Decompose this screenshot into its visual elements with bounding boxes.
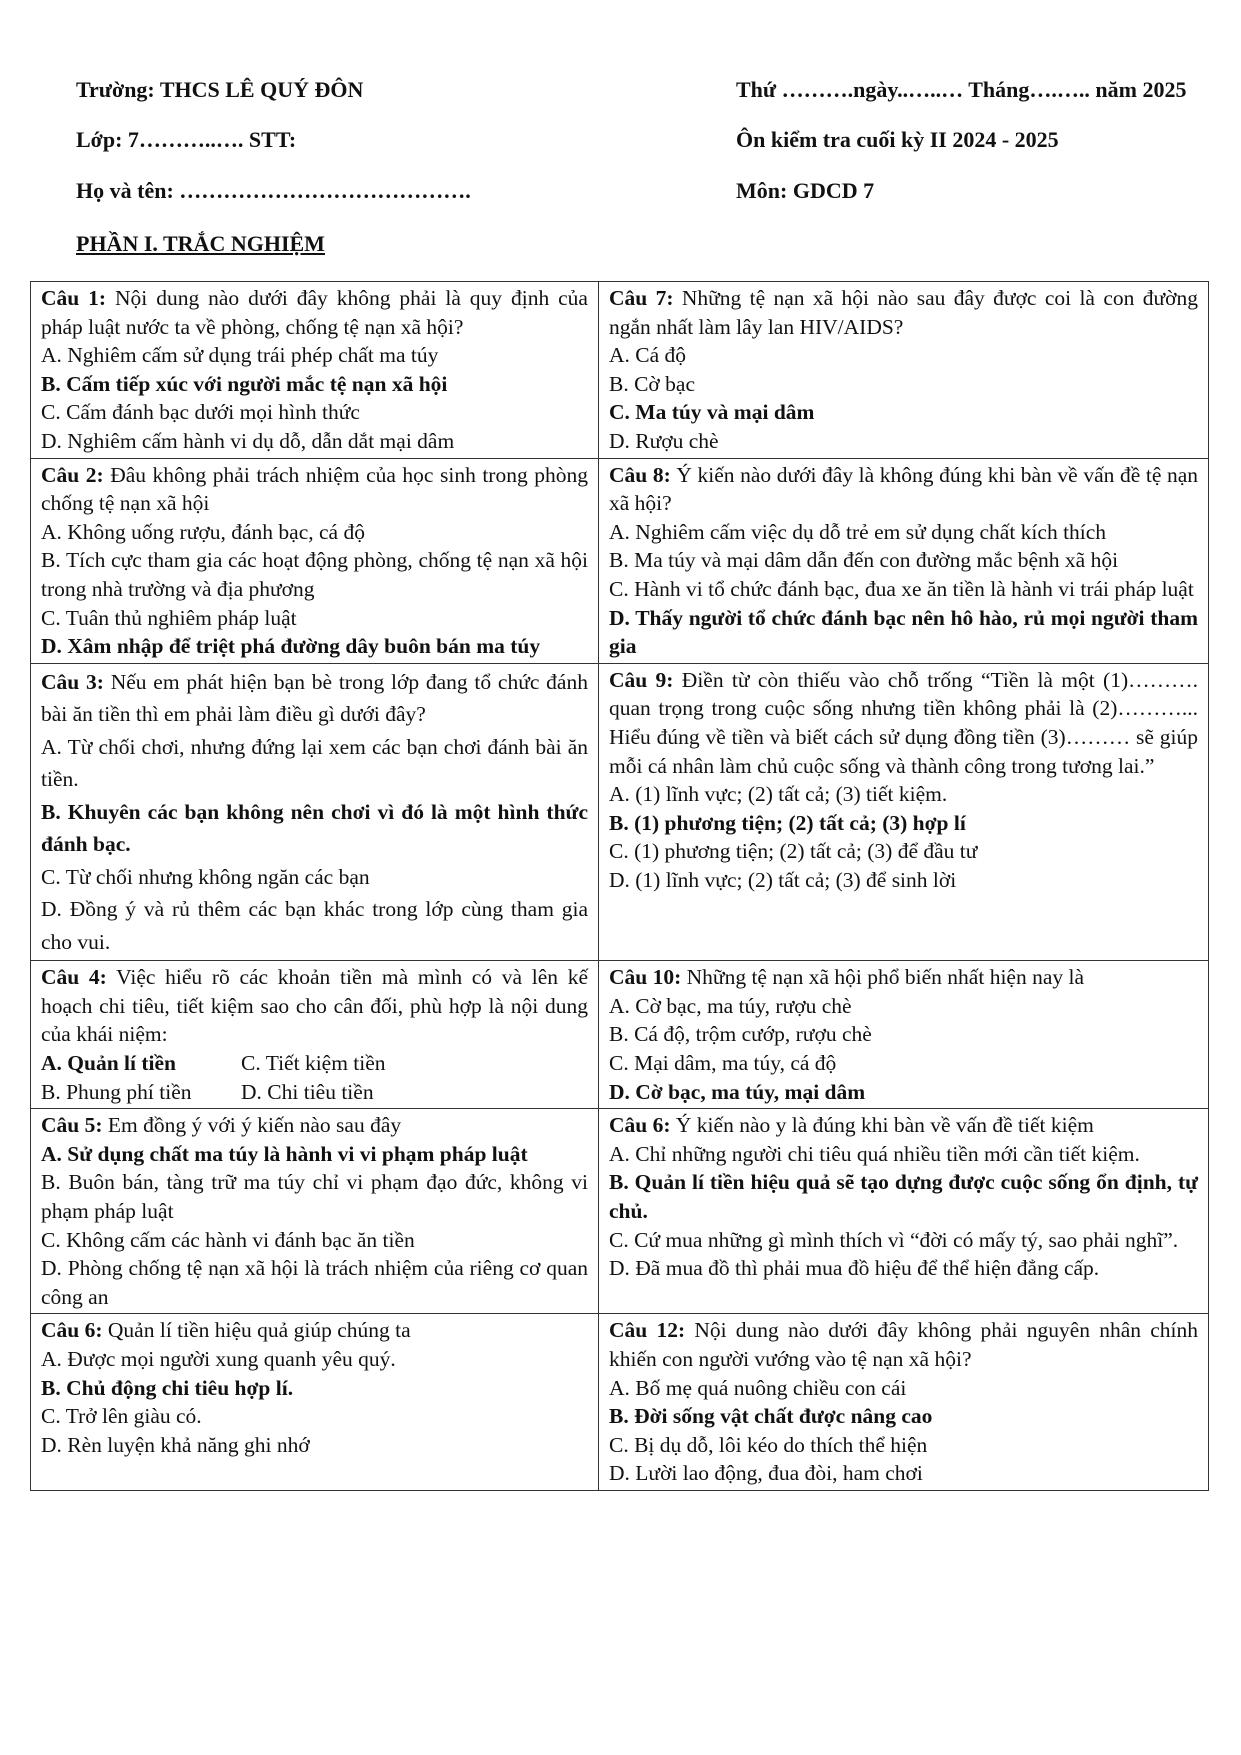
question-stem [41, 666, 588, 731]
question-number: Câu 12: [609, 1318, 686, 1343]
answer-option: C. Cứ mua những gì mình thích vì “đời có mấy tý, sao phải nghĩ”. [609, 1227, 1179, 1252]
answer-option: C. Hành vi tổ chức đánh bạc, đua xe ăn tiền là hành vi trái pháp luật [609, 576, 1194, 601]
question-number: Câu 1: [41, 286, 107, 310]
answer-option: D. Rèn luyện khả năng ghi nhớ [41, 1432, 310, 1457]
question-cell [31, 458, 599, 663]
quiz-table-body [31, 282, 1209, 1491]
answer-option-correct: A. Quản lí tiền [41, 1051, 176, 1075]
question-stem [41, 461, 588, 518]
answer-option: C. Cấm đánh bạc dưới mọi hình thức [41, 400, 360, 425]
answer-option: C. Mại dâm, ma túy, cá độ [609, 1051, 837, 1075]
answer-option: D. Rượu chè [609, 428, 719, 453]
answer-option: C. (1) phương tiện; (2) tất cả; (3) để đầu tư [609, 839, 978, 864]
answer-option-correct: B. Quản lí tiền hiệu quả sẽ tạo dựng được cuộc sống ổn định, tự chủ. [609, 1170, 1198, 1223]
question-row [31, 282, 1209, 459]
question-text: Nếu em phát hiện bạn bè trong lớp đang tổ chức đánh bài ăn tiền thì em phải làm điều gì dưới đây? [41, 669, 588, 727]
answer-option: A. Không uống rượu, đánh bạc, cá độ [41, 519, 365, 544]
answer-option-correct: B. Cấm tiếp xúc với người mắc tệ nạn xã hội [41, 371, 448, 396]
answer-option: C. Bị dụ dỗ, lôi kéo do thích thể hiện [609, 1432, 928, 1457]
answer-option: B. Tích cực tham gia các hoạt động phòng, chống tệ nạn xã hội trong nhà trường và địa phương [41, 548, 588, 601]
answer-option-correct: D. Thấy người tổ chức đánh bạc nên hô hào, rủ mọi người tham gia [609, 605, 1198, 659]
answer-option-line [41, 1049, 588, 1078]
answer-option: D. Đồng ý và rủ thêm các bạn khác trong lớp cùng tham gia cho vui. [41, 897, 588, 954]
question-stem [41, 1316, 588, 1345]
answer-option-correct: B. Đời sống vật chất được nâng cao [609, 1404, 933, 1429]
answer-option: A. Cá độ [609, 343, 687, 368]
answer-option: A. Chỉ những người chi tiêu quá nhiều tiền mới cần tiết kiệm. [609, 1141, 1140, 1166]
school-name: Trường: THCS LÊ QUÝ ĐÔN [76, 77, 364, 102]
answer-option: B. Ma túy và mại dâm dẫn đến con đường mắc bệnh xã hội [609, 548, 1119, 573]
question-cell [599, 282, 1209, 459]
question-number: Câu 2: [41, 462, 104, 487]
question-number: Câu 6: [609, 1113, 671, 1138]
question-number: Câu 5: [41, 1113, 103, 1138]
answer-option: A. Nghiêm cấm sử dụng trái phép chất ma túy [41, 343, 439, 368]
question-number: Câu 3: [41, 669, 104, 694]
question-number: Câu 10: [609, 965, 682, 990]
answer-option: B. Buôn bán, tàng trữ ma túy chỉ vi phạm đạo đức, không vi phạm pháp luật [41, 1170, 588, 1223]
answer-option-correct: D. Cờ bạc, ma túy, mại dâm [609, 1079, 866, 1104]
name-line: Họ và tên: …………………………………. [76, 178, 471, 203]
question-number: Câu 8: [609, 462, 671, 487]
date-line: Thứ ……….ngày..…..… Tháng….….. năm 2025 [736, 77, 1187, 102]
question-row [31, 961, 1209, 1109]
question-stem [609, 284, 1198, 341]
question-cell [599, 961, 1209, 1109]
answer-option-correct: D. Xâm nhập để triệt phá đường dây buôn bán ma túy [41, 634, 541, 659]
question-text: Điền từ còn thiếu vào chỗ trống “Tiền là một (1)………. quan trọng trong cuộc sống nhưng tiền không phải là (2)………... Hiểu đúng về tiền và biết cách sử dụng đồng tiền (3)……… sẽ giúp mỗi cá nhân làm chủ cuộc sống và thành công trong tương lai.” [609, 667, 1198, 778]
question-number: Câu 6: [41, 1318, 103, 1343]
question-row [31, 1314, 1209, 1491]
question-row [31, 458, 1209, 663]
exam-title: Ôn kiểm tra cuối kỳ II 2024 - 2025 [736, 127, 1059, 152]
question-text: Quản lí tiền hiệu quả giúp chúng ta [102, 1318, 411, 1343]
answer-option: C. Trở lên giàu có. [41, 1404, 202, 1429]
question-stem [41, 284, 588, 341]
question-number: Câu 4: [41, 965, 107, 990]
question-stem [609, 1316, 1198, 1373]
answer-option: D. Chi tiêu tiền [241, 1079, 374, 1104]
answer-option: B. Cờ bạc [609, 371, 696, 396]
answer-option-correct: B. (1) phương tiện; (2) tất cả; (3) hợp lí [609, 810, 966, 835]
question-text: Nội dung nào dưới đây không phải là quy định của pháp luật nước ta về phòng, chống tệ nạn xã hội? [41, 286, 588, 339]
question-text: Ý kiến nào dưới đây là không đúng khi bàn về vấn đề tệ nạn xã hội? [609, 462, 1198, 516]
question-text: Em đồng ý với ý kiến nào sau đây [102, 1113, 402, 1138]
answer-option: D. (1) lĩnh vực; (2) tất cả; (3) để sinh lời [609, 867, 957, 892]
answer-option-correct: B. Chủ động chi tiêu hợp lí. [41, 1375, 294, 1400]
answer-option: A. Cờ bạc, ma túy, rượu chè [609, 993, 852, 1018]
class-line: Lớp: 7………..…. STT: [76, 127, 297, 152]
answer-option: A. (1) lĩnh vực; (2) tất cả; (3) tiết kiệm. [609, 782, 948, 807]
question-number: Câu 9: [609, 667, 674, 692]
question-text: Việc hiểu rõ các khoản tiền mà mình có và lên kế hoạch chi tiêu, tiết kiệm sao cho cân đối, phù hợp là nội dung của khái niệm: [41, 965, 588, 1047]
answer-option: C. Không cấm các hành vi đánh bạc ăn tiền [41, 1227, 415, 1252]
question-cell [31, 1314, 599, 1491]
question-stem [609, 461, 1198, 518]
answer-option: D. Đã mua đồ thì phải mua đồ hiệu để thể hiện đẳng cấp. [609, 1256, 1100, 1281]
answer-option: A. Bố mẹ quá nuông chiều con cái [609, 1375, 907, 1400]
answer-option-correct: A. Sử dụng chất ma túy là hành vi vi phạm pháp luật [41, 1141, 528, 1166]
answer-option: B. Cá độ, trộm cướp, rượu chè [609, 1022, 872, 1047]
question-text: Ý kiến nào y là đúng khi bàn về vấn đề tiết kiệm [670, 1113, 1094, 1138]
question-row [31, 663, 1209, 961]
answer-option: B. Phung phí tiền [41, 1079, 192, 1104]
question-text: Đâu không phải trách nhiệm của học sinh trong phòng chống tệ nạn xã hội [41, 462, 588, 516]
answer-option: D. Nghiêm cấm hành vi dụ dỗ, dẫn dắt mại dâm [41, 428, 455, 453]
question-cell [31, 961, 599, 1109]
answer-option: A. Từ chối chơi, nhưng đứng lại xem các bạn chơi đánh bài ăn tiền. [41, 734, 588, 792]
answer-option-correct: C. Ma túy và mại dâm [609, 400, 815, 425]
subject-line: Môn: GDCD 7 [736, 178, 875, 203]
question-text: Những tệ nạn xã hội phổ biến nhất hiện nay là [681, 965, 1085, 990]
answer-option: C. Tuân thủ nghiêm pháp luật [41, 605, 297, 630]
answer-option: A. Được mọi người xung quanh yêu quý. [41, 1346, 396, 1371]
question-cell [599, 663, 1209, 961]
question-stem [41, 963, 588, 1049]
answer-option-correct: B. Khuyên các bạn không nên chơi vì đó là một hình thức đánh bạc. [41, 799, 588, 857]
answer-option: A. Nghiêm cấm việc dụ dỗ trẻ em sử dụng chất kích thích [609, 519, 1107, 544]
answer-option: D. Lười lao động, đua đòi, ham chơi [609, 1461, 923, 1486]
question-cell [31, 1109, 599, 1314]
answer-option: C. Tiết kiệm tiền [241, 1051, 386, 1075]
question-stem [609, 963, 1198, 992]
question-stem [609, 666, 1198, 780]
answer-option: C. Từ chối nhưng không ngăn các bạn [41, 864, 370, 889]
question-cell [599, 1314, 1209, 1491]
question-number: Câu 7: [609, 286, 674, 310]
question-row [31, 1109, 1209, 1314]
answer-option-line [41, 1078, 588, 1107]
section-title: PHẦN I. TRẮC NGHIỆM [76, 231, 325, 256]
question-cell [599, 458, 1209, 663]
question-stem [609, 1111, 1198, 1140]
question-text: Nội dung nào dưới đây không phải nguyên nhân chính khiến con người vướng vào tệ nạn xã hội? [609, 1318, 1198, 1371]
answer-option: D. Phòng chống tệ nạn xã hội là trách nhiệm của riêng cơ quan công an [41, 1256, 588, 1309]
quiz-table [30, 281, 1209, 1491]
question-stem [41, 1111, 588, 1140]
question-cell [31, 282, 599, 459]
question-cell [599, 1109, 1209, 1314]
question-text: Những tệ nạn xã hội nào sau đây được coi là con đường ngắn nhất làm lây lan HIV/AIDS? [609, 286, 1198, 339]
question-cell [31, 663, 599, 961]
